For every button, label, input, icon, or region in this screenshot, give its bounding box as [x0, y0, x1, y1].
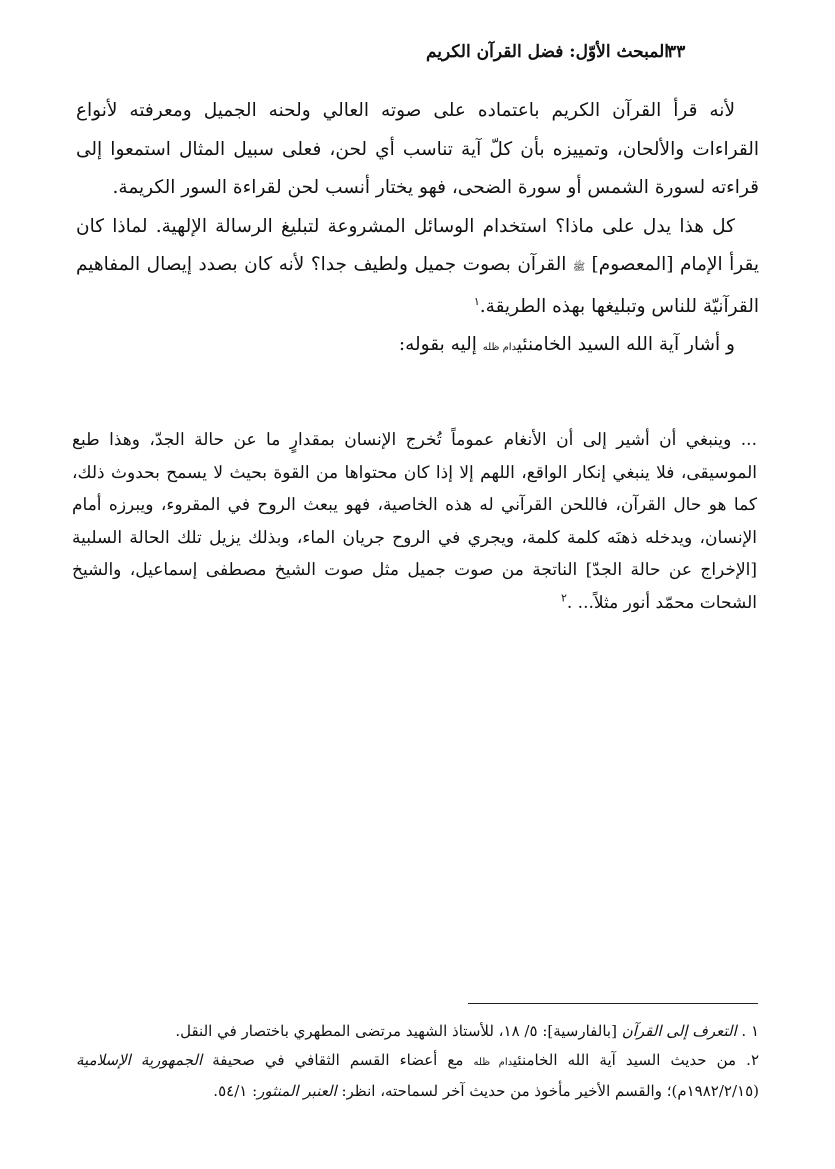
main-text — [76, 92, 759, 370]
footnote-2 — [76, 1046, 759, 1106]
paragraph-text: و أشار آية الله السيد الخامنئي — [516, 334, 735, 355]
footnote-number: ٢. — [746, 1051, 759, 1069]
quote-text: ... وينبغي أن أشير إلى أن الأنغام عموماً تُخرج الإنسان بمقدارٍ ما عن حالة الجدّ، وهذا طبع الموسيقى، فلا ينبغي إنكار الواقع، اللهم إلا إذا كان محتواها من القوة بحيث لا يسمح بحدوث ذلك، كما هو حال القرآن، فاللحن القرآني له هذه الخاصية، فهو يبعث الروح في المقروء، ويبرزه أمام الإنسان، ويدخله ذهنَه كلمة كلمة، ويجري في الروح جريان الماء، وبذلك يزيل تلك الحالة السلبية [الإخراج عن حالة الجدّ] الناتجة من صوت جميل مثل صوت الشيخ مصطفى إسماعيل، والشيخ الشحات محمّد أنور مثلاً... . — [72, 430, 757, 613]
footnote-divider — [468, 1003, 758, 1004]
honorific-mark: دام ظله — [473, 1057, 513, 1068]
book-title: التعرف إلى القرآن — [621, 1022, 737, 1040]
paragraph — [76, 208, 759, 327]
paragraph: لأنه قرأ القرآن الكريم باعتماده على صوته العالي ولحنه الجميل ومعرفته لأنواع القراءات والألحان، وتمييزه بأن كلّ آية تناسب أي لحن، فعلى سبيل المثال استمعوا إلى قراءته لسورة الشمس أو سورة الضحى، فهو يختار أنسب لحن لقراءة السور الكريمة. — [76, 100, 759, 198]
footnote-text: من حديث السيد آية الله الخامنئي — [512, 1051, 737, 1069]
footnote-text: مع أعضاء القسم الثقافي في صحيفة — [212, 1051, 464, 1069]
page-number: ٣٣ — [667, 42, 686, 62]
chapter-title: المبحث الأوّل: فضل القرآن الكريم — [425, 42, 669, 62]
paragraph-text: كل هذا يدل على ماذا؟ استخدام الوسائل المشروعة لتبليغ الرسالة الإلهية. لماذا كان يقرأ الإمام [المعصوم] — [76, 215, 759, 275]
source-title: العنبر المنثور — [257, 1082, 337, 1100]
footnote-1 — [76, 1017, 759, 1046]
footnote-ref[interactable]: ١ — [473, 294, 480, 308]
footnote-ref[interactable]: ٢ — [560, 591, 567, 605]
paragraph — [76, 326, 759, 368]
footnotes — [76, 1017, 759, 1106]
footnote-number: ١ . — [741, 1022, 759, 1040]
honorific-mark: دام ظله — [482, 342, 517, 353]
newspaper-title: الجمهورية الإسلامية — [76, 1051, 203, 1069]
footnote-text: (١٩٨٢/٢/١٥م)؛ والقسم الأخير مأخوذ من حديث آخر لسماحته، انظر: — [341, 1082, 759, 1100]
paragraph-text: إليه بقوله: — [398, 334, 477, 355]
running-header — [77, 38, 757, 70]
honorific-mark: ﷺ — [572, 262, 586, 273]
paragraph-text: القرآن بصوت جميل ولطيف جدا؟ لأنه كان بصدد إيصال المفاهيم القرآنيّة للناس وتبليغها بهذه الطريقة. — [76, 254, 759, 317]
footnote-text: [بالفارسية]: ٥/ ١٨، للأستاذ الشهيد مرتضى المطهري باختصار في النقل. — [175, 1022, 617, 1040]
footnote-text: : ٥٤/١. — [213, 1082, 258, 1100]
block-quote — [72, 424, 757, 620]
